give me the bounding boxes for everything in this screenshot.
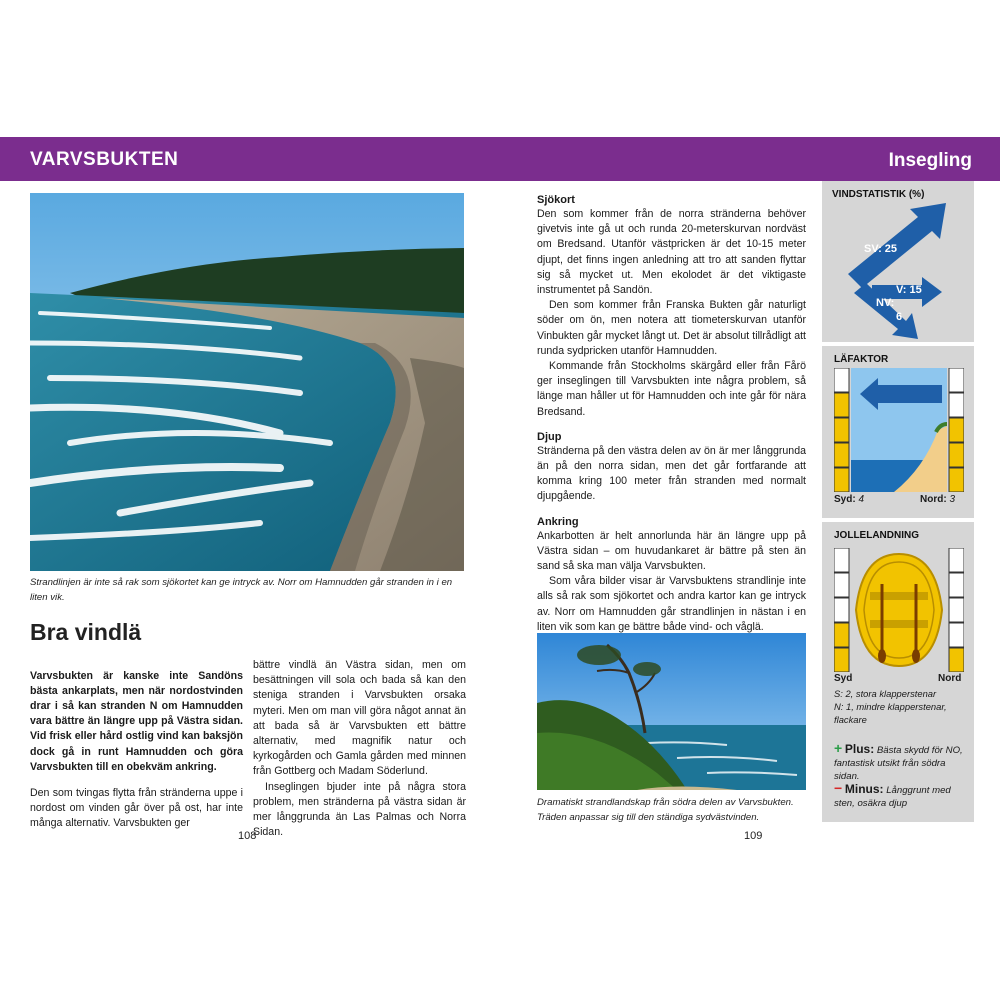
subheading-ankring: Ankring — [537, 515, 579, 528]
windswept-tree-image — [537, 633, 806, 790]
subheading-sjokort: Sjökort — [537, 194, 575, 206]
section-title: VARVSBUKTEN — [30, 149, 179, 170]
wind-sv-label: SV: 25 — [864, 243, 898, 255]
plus-icon: + — [834, 740, 843, 756]
lee-factor-title: LÄFAKTOR — [834, 354, 889, 365]
dinghy-meter-syd — [834, 548, 849, 672]
body-paragraph: bättre vindlä än Västra sidan, men om besättningen vill sola och bada så kan den steniga stranden i Varvsbukten orsaka myteri. Men om man vill göra något annat än att bada så är Varvsbukten ett bättre alternativ, med magnifik natur och kyrkogården och Gamla gården med minnen från Gottberg och Madam Söderlund. — [253, 659, 466, 778]
dinghy-landing-title: JOLLELANDNING — [834, 530, 919, 541]
wind-nv-value: 6 — [896, 311, 903, 323]
plus-section — [834, 742, 970, 783]
dinghy-meter-nord — [949, 548, 964, 672]
body-paragraph: Den som tvingas flytta från stränderna uppe i nordost om vinden går över på ost, har inte många alternativ. Varvsbukten ger — [30, 786, 243, 830]
minus-text: Långgrunt med sten, osäkra djup — [834, 785, 951, 809]
body-paragraph: Stränderna på den västra delen av ön är mer långgrunda än på den norra sidan, men det går fortfarande att komma kring 100 meter från stranden med normalt djupgående. — [537, 444, 806, 503]
wind-v-label: V: 15 — [896, 284, 922, 296]
body-paragraph: Kommande från Stockholms skärgård eller från Fårö ger inseglingen till Varvsbukten inte några problem, så länge man håller ut för Hamnudden och inte går för nära Bredsand. — [537, 360, 806, 418]
page-number-left: 108 — [238, 830, 257, 842]
lee-meter-nord — [949, 368, 964, 492]
section-category: Insegling — [888, 150, 972, 171]
dinghy-note-nord: N: 1, mindre klapperstenar, flackare — [834, 701, 947, 725]
body-paragraph: Som våra bilder visar är Varvsbuktens strandlinje inte alls så rak som sjökortet och andra kartor kan ge intryck av. Norr om Hamnudden går strandlinjen in nästan i en liten vik som kan ge bättre både vind- och våglä. — [537, 575, 806, 633]
photo-caption: Dramatiskt strandlandskap från södra delen av Varvsbukten. Träden anpassar sig till den ständiga sydvästvinden. — [537, 797, 794, 823]
lee-meter-syd — [834, 368, 849, 492]
wind-nv-label: NV: — [876, 297, 895, 309]
lee-nord-value: 3 — [949, 494, 956, 505]
dinghy-landing-panel — [822, 522, 974, 822]
page-number-right: 109 — [744, 830, 763, 842]
lee-syd-rating — [834, 494, 864, 505]
wind-statistics-title: VINDSTATISTIK (%) — [832, 189, 925, 200]
dinghy-nord-label: Nord — [938, 673, 962, 684]
subheading-djup: Djup — [537, 430, 562, 443]
plus-text: Bästa skydd för NO, fantastisk utsikt från södra sidan. — [834, 745, 963, 782]
lee-nord-rating — [920, 494, 955, 505]
minus-icon: − — [834, 780, 843, 796]
windswept-tree-photo — [537, 633, 806, 790]
dinghy-note-syd: S: 2, stora klapperstenar — [834, 688, 937, 699]
dinghy-syd-label: Syd — [834, 673, 853, 684]
wind-statistics-panel — [822, 181, 974, 342]
minus-label: Minus: — [844, 782, 884, 796]
coastline-photo-image — [30, 193, 464, 571]
lee-syd-label: Syd: — [834, 494, 856, 505]
left-column-2 — [253, 658, 466, 840]
body-paragraph: Den som kommer från Franska Bukten går naturligt söder om ön, men notera att tiometerskurvan utanför Vinbukten går mycket långt ut. Det är absolut tillrådligt att runda sydpricken utanför Hamnudden. — [537, 299, 806, 357]
lee-factor-panel — [822, 346, 974, 518]
right-column — [537, 193, 806, 635]
photo-caption: Strandlinjen är inte så rak som sjökortet kan ge intryck av. Norr om Hamnudden går stranden in i en liten vik. — [30, 577, 453, 603]
body-paragraph: Ankarbotten är helt annorlunda här än längre upp på Västra sidan – om huvudankaret är bättre på sten än sand så ska man välja Varvsbukten. — [537, 529, 806, 573]
lee-factor-graphic — [834, 368, 964, 492]
lede-paragraph: Varvsbukten är kanske inte Sandöns bästa ankarplats, men när nordostvinden drar i så kan stranden N om Hamnudden vara bättre än längre upp på Västra sidan. Vid frisk eller hård ostlig vind kan baksjön dock gå in runt Hamnudden och göra Varvsbukten till en obekväm ankring. — [30, 669, 243, 773]
body-paragraph: Den som kommer från de norra stränderna behöver givetvis inte gå ut och runda 20-meterskurvan nordväst om Bredsand. Utanför västpricken är det 10-15 meter djupt, det finns ingen anledning att tro att sanden flyttar sig så mycket ut. Men ekolodet är det viktigaste instrumentet på Sandön. — [537, 208, 806, 297]
article-heading: Bra vindlä — [30, 619, 142, 645]
dinghy-icon — [834, 548, 964, 672]
left-column-1 — [30, 658, 243, 842]
body-paragraph: Inseglingen bjuder inte på några stora problem, men stränderna på västra sidan är mer långgrunda än Las Palmas och Norra Sidan. — [253, 780, 466, 839]
plus-label: Plus: — [844, 742, 875, 756]
coastline-photo — [30, 193, 464, 571]
minus-section — [834, 782, 970, 810]
lee-nord-label: Nord: — [920, 494, 947, 505]
lee-syd-value: 4 — [858, 494, 865, 505]
